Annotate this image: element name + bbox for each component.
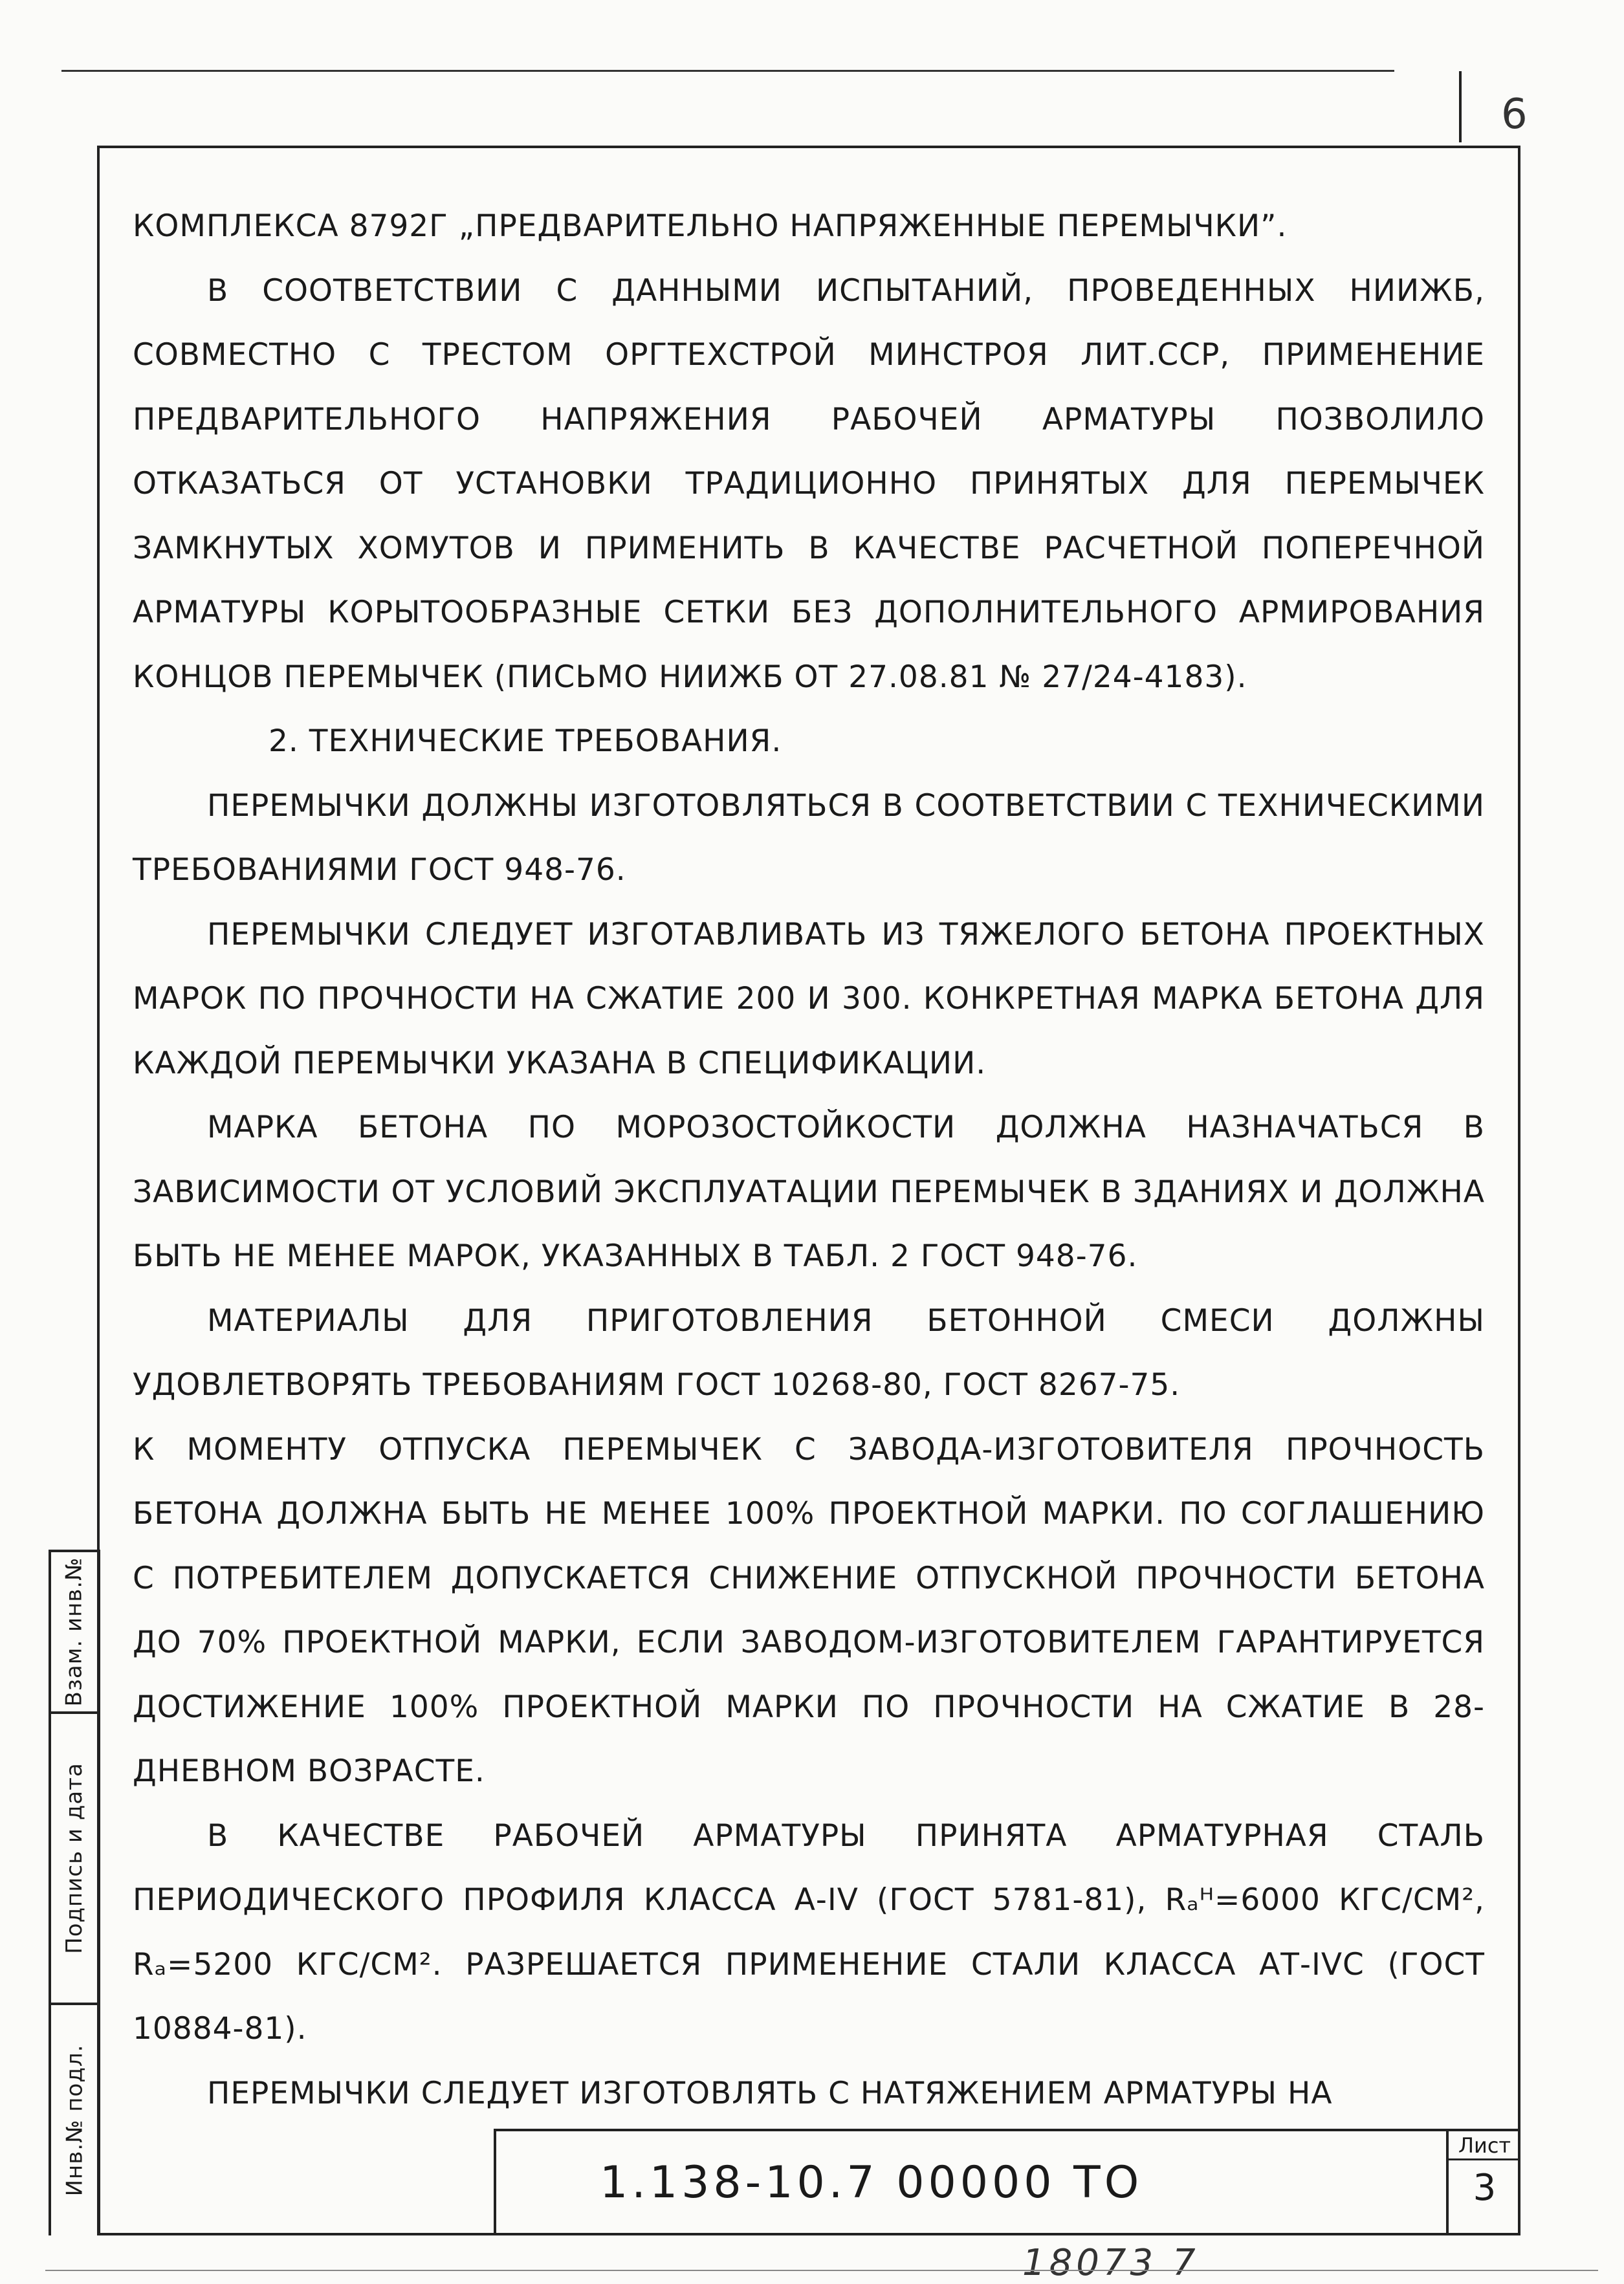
top-rule <box>61 70 1394 72</box>
side-stamp-strip <box>3 1550 100 2235</box>
document-designation: 1.138-10.7 00000 ТО <box>600 2157 1143 2208</box>
paragraph: К МОМЕНТУ ОТПУСКА ПЕРЕМЫЧЕК С ЗАВОДА-ИЗГОТОВИТЕЛЯ ПРОЧНОСТЬ БЕТОНА ДОЛЖНА БЫТЬ НЕ МЕНЕЕ 100% ПРОЕКТНОЙ МАРКИ. ПО СОГЛАШЕНИЮ С ПОТРЕБИТЕЛЕМ ДОПУСКАЕТСЯ СНИЖЕНИЕ ОТПУСКНОЙ ПРОЧНОСТИ БЕТОНА ДО 70% ПРОЕКТНОЙ МАРКИ, ЕСЛИ ЗАВОДОМ-ИЗГОТОВИТЕЛЕМ ГАРАНТИРУЕТСЯ ДОСТИЖЕНИЕ 100% ПРОЕКТНОЙ МАРКИ ПО ПРОЧНОСТИ НА СЖАТИЕ В 28-ДНЕВНОМ ВОЗРАСТЕ. <box>133 1431 1485 1789</box>
paragraph: МАТЕРИАЛЫ ДЛЯ ПРИГОТОВЛЕНИЯ БЕТОННОЙ СМЕСИ ДОЛЖНЫ УДОВЛЕТВОРЯТЬ ТРЕБОВАНИЯМ ГОСТ 10268-80, ГОСТ 8267-75. <box>133 1302 1485 1403</box>
corner-tick <box>1459 71 1462 142</box>
sheet-number: 3 <box>1473 2167 1497 2209</box>
side-cell-inv-no: Инв.№ подл. <box>49 2003 98 2235</box>
paragraph: В СООТВЕТСТВИИ С ДАННЫМИ ИСПЫТАНИЙ, ПРОВЕДЕННЫХ НИИЖБ, СОВМЕСТНО С ТРЕСТОМ ОРГТЕХСТРОЙ МИНСТРОЯ ЛИТ.ССР, ПРИМЕНЕНИЕ ПРЕДВАРИТЕЛЬНОГО НАПРЯЖЕНИЯ РАБОЧЕЙ АРМАТУРЫ ПОЗВОЛИЛО ОТКАЗАТЬСЯ ОТ УСТАНОВКИ ТРАДИЦИОННО ПРИНЯТЫХ ДЛЯ ПЕРЕМЫЧЕК ЗАМКНУТЫХ ХОМУТОВ И ПРИМЕНИТЬ В КАЧЕСТВЕ РАСЧЕТНОЙ ПОПЕРЕЧНОЙ АРМАТУРЫ КОРЫТООБРАЗНЫЕ СЕТКИ БЕЗ ДОПОЛНИТЕЛЬНОГО АРМИРОВАНИЯ КОНЦОВ ПЕРЕМЫЧЕК (ПИСЬМО НИИЖБ ОТ 27.08.81 № 27/24-4183). <box>133 272 1485 695</box>
paragraph: ПЕРЕМЫЧКИ ДОЛЖНЫ ИЗГОТОВЛЯТЬСЯ В СООТВЕТСТВИИ С ТЕХНИЧЕСКИМИ ТРЕБОВАНИЯМИ ГОСТ 948-76. <box>133 787 1485 888</box>
paragraph: ПЕРЕМЫЧКИ СЛЕДУЕТ ИЗГОТОВЛЯТЬ С НАТЯЖЕНИЕМ АРМАТУРЫ НА <box>207 2075 1333 2111</box>
section-heading: 2. ТЕХНИЧЕСКИЕ ТРЕБОВАНИЯ. <box>269 723 782 759</box>
sheet-cell <box>1446 2131 1520 2235</box>
paragraph: ПЕРЕМЫЧКИ СЛЕДУЕТ ИЗГОТАВЛИВАТЬ ИЗ ТЯЖЕЛОГО БЕТОНА ПРОЕКТНЫХ МАРОК ПО ПРОЧНОСТИ НА СЖАТИЕ 200 И 300. КОНКРЕТНАЯ МАРКА БЕТОНА ДЛЯ КАЖДОЙ ПЕРЕМЫЧКИ УКАЗАНА В СПЕЦИФИКАЦИИ. <box>133 916 1485 1081</box>
sheet-label: Лист <box>1449 2131 1520 2160</box>
paragraph: В КАЧЕСТВЕ РАБОЧЕЙ АРМАТУРЫ ПРИНЯТА АРМАТУРНАЯ СТАЛЬ ПЕРИОДИЧЕСКОГО ПРОФИЛЯ КЛАССА А-IV (ГОСТ 5781-81), Rₐᴴ=6000 КГС/СМ², Rₐ=5200 КГС/СМ². РАЗРЕШАЕТСЯ ПРИМЕНЕНИЕ СТАЛИ КЛАССА АТ-IVС (ГОСТ 10884-81). <box>133 1817 1485 2047</box>
bottom-rule <box>45 2270 1598 2271</box>
bottom-handwritten-number: 18073 7 <box>1022 2242 1200 2284</box>
side-cell-signature-date: Подпись и дата <box>49 1711 98 2003</box>
page-corner-number: 6 <box>1501 91 1528 138</box>
paragraph: КОМПЛЕКСА 8792Г „ПРЕДВАРИТЕЛЬНО НАПРЯЖЕННЫЕ ПЕРЕМЫЧКИ”. <box>133 208 1288 244</box>
title-block <box>494 2129 1520 2235</box>
paragraph: МАРКА БЕТОНА ПО МОРОЗОСТОЙКОСТИ ДОЛЖНА НАЗНАЧАТЬСЯ В ЗАВИСИМОСТИ ОТ УСЛОВИЙ ЭКСПЛУАТАЦИИ ПЕРЕМЫЧЕК В ЗДАНИЯХ И ДОЛЖНА БЫТЬ НЕ МЕНЕЕ МАРОК, УКАЗАННЫХ В ТАБЛ. 2 ГОСТ 948-76. <box>133 1110 1485 1274</box>
side-cell-replaced-inv: Взам. инв.№ <box>49 1550 98 1711</box>
document-body <box>133 194 1485 2125</box>
